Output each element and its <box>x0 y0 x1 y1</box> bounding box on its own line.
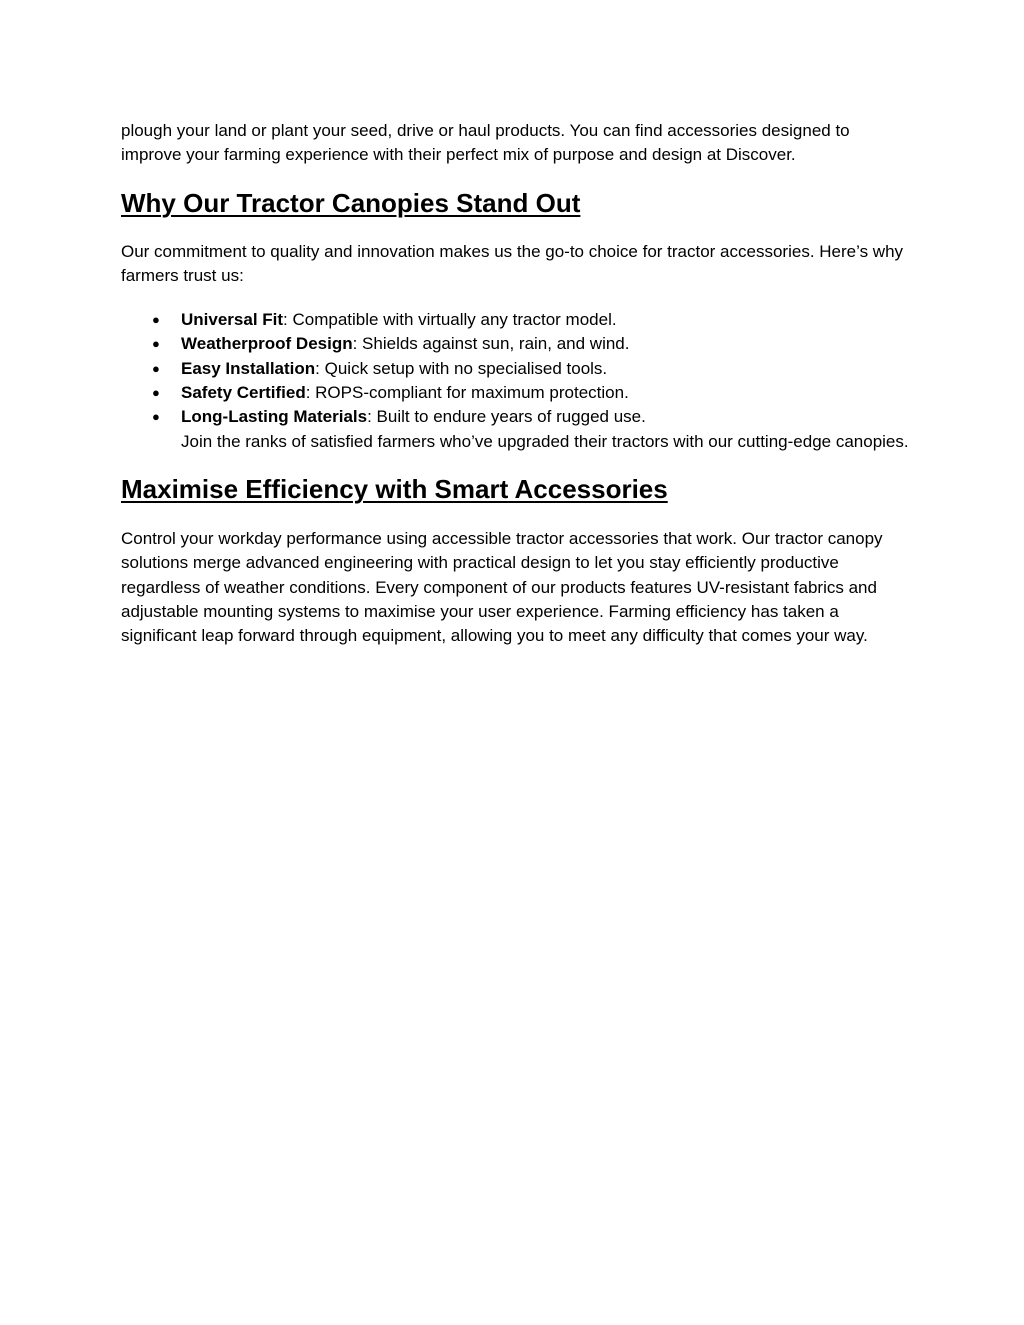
bullet-icon: ● <box>152 409 160 425</box>
document-page <box>121 119 911 648</box>
feature-term: Easy Installation <box>181 358 316 378</box>
feature-term: Long-Lasting Materials <box>181 407 368 427</box>
heading-maximise-efficiency: Maximise Efficiency with Smart Accessories <box>121 473 668 504</box>
bullet-icon: ● <box>152 360 160 376</box>
heading-why-canopies: Why Our Tractor Canopies Stand Out <box>121 187 581 218</box>
feature-desc: : ROPS-compliant for maximum protection. <box>305 383 629 403</box>
list-item <box>121 357 911 381</box>
feature-desc: : Built to endure years of rugged use. <box>367 407 646 427</box>
feature-term: Safety Certified <box>181 383 306 403</box>
list-item <box>121 405 911 454</box>
closing-line: Join the ranks of satisfied farmers who’ve upgraded their tractors with our cutting-edge canopies. <box>181 431 909 451</box>
list-item <box>121 308 911 332</box>
list-item <box>121 332 911 356</box>
intro-paragraph: plough your land or plant your seed, drive or haul products. You can find accessories designed to improve your farming experience with their perfect mix of purpose and design at Discover. <box>121 121 850 165</box>
feature-desc: : Shields against sun, rain, and wind. <box>352 334 630 354</box>
commitment-paragraph: Our commitment to quality and innovation makes us the go-to choice for tractor accessories. Here’s why farmers trust us: <box>121 241 904 285</box>
bullet-icon: ● <box>152 336 160 352</box>
efficiency-paragraph: Control your workday performance using accessible tractor accessories that work. Our tractor canopy solutions merge advanced engineering with practical design to let you stay efficiently productive regardless of weather conditions. Every component of our products features UV-resistant fabrics and adjustable mounting systems to maximise your user experience. Farming efficiency has taken a significant leap forward through equipment, allowing you to meet any difficulty that comes your way. <box>121 528 883 646</box>
feature-desc: : Quick setup with no specialised tools. <box>315 358 608 378</box>
bullet-icon: ● <box>152 385 160 401</box>
feature-list <box>121 308 911 454</box>
list-item <box>121 381 911 405</box>
feature-desc: : Compatible with virtually any tractor model. <box>283 310 617 330</box>
bullet-icon: ● <box>152 312 160 328</box>
feature-term: Weatherproof Design <box>181 334 353 354</box>
feature-term: Universal Fit <box>181 310 284 330</box>
